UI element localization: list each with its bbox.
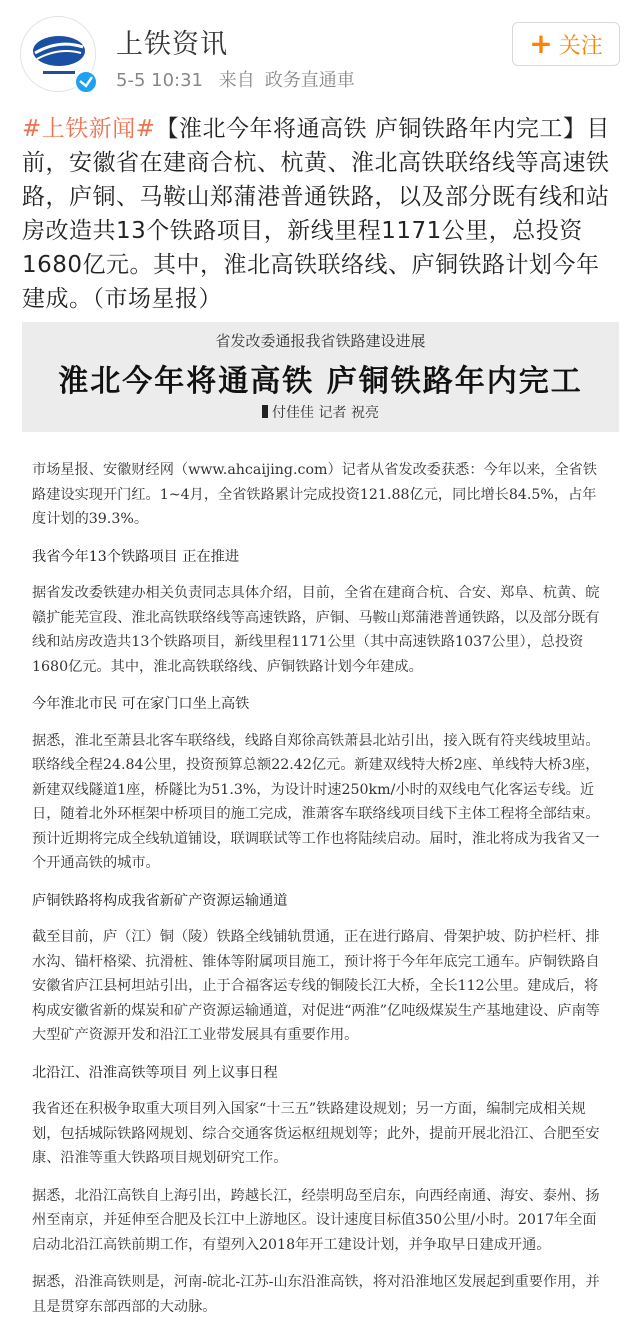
article-subheading: 北沿江、沿淮高铁等项目 列上议事日程 — [32, 1064, 278, 1081]
article-paragraph: 据悉，沿淮高铁则是，河南-皖北-江苏-山东沿淮高铁，将对沿淮地区发展起到重要作用，并且是贯穿东部西部的大动脉。 — [32, 1274, 600, 1315]
follow-button[interactable] — [512, 22, 620, 66]
account-name[interactable]: 上铁资讯 — [116, 29, 228, 60]
byline-reporter: 祝亮 — [350, 405, 379, 421]
article-header — [22, 322, 619, 432]
article-paragraph: 据悉，北沿江高铁自上海引出，跨越长江，经崇明岛至启东，向西经南通、海安、泰州、扬州至南京，并延伸至合肥及长江中上游地区。设计速度目标值350公里/小时。2017年全面启动北沿江高铁前期工作，有望列入2018年开工建设计划，并争取早日建成开通。 — [32, 1187, 600, 1253]
post-body: 【淮北今年将通高铁 庐铜铁路年内完工】目前，安徽省在建商合杭、杭黄、淮北高铁联络线等高速铁路，庐铜、马鞍山郑蒲港普通铁路，以及部分既有线和站房改造共13个铁路项目，新线里程1171公里，总投资1680亿元。其中，淮北高铁联络线、庐铜铁路计划今年建成。（市场星报） — [22, 116, 610, 312]
article-byline — [22, 402, 619, 422]
post-header — [0, 0, 640, 110]
article-paragraph: 据悉，淮北至萧县北客车联络线，线路自郑徐高铁萧县北站引出，接入既有符夹线坡里站。联络线全程24.84公里，投资预算总额22.42亿元。新建双线特大桥2座、单线特大桥3座，新建双线隧道1座，桥隧比为51.3%，为设计时速250km/小时的双线电气化客运专线。近日，随着北外环框架中桥项目的施工完成，淮萧客车联络线项目线下主体工程将全部结束。预计近期将完成全线轨道铺设，联调联试等工作也将陆续启动。届时，淮北将成为我省又一个开通高铁的城市。 — [32, 732, 600, 871]
post-meta — [116, 66, 365, 92]
article-subheading: 庐铜铁路将构成我省新矿产资源运输通道 — [32, 892, 288, 909]
article-body — [32, 458, 610, 1324]
verified-badge-icon — [74, 70, 98, 94]
source-prefix: 来自 — [218, 70, 255, 91]
article-paragraph: 我省还在积极争取重大项目列入国家“十三五”铁路建设规划；另一方面，编制完成相关规划，包括城际铁路网规划、综合交通客货运枢纽规划等；此外，提前开展北沿江、合肥至安康、沿淮等重大铁路项目规划研究工作。 — [32, 1101, 600, 1166]
follow-label: 关注 — [558, 33, 603, 59]
article-subheading: 今年淮北市民 可在家门口坐上高铁 — [32, 696, 250, 712]
plus-icon: + — [529, 27, 553, 60]
article-title: 淮北今年将通高铁 庐铜铁路年内完工 — [58, 364, 583, 399]
byline-author: 付佳佳 — [272, 405, 315, 421]
article-pre-title: 省发改委通报我省铁路建设进展 — [215, 332, 426, 350]
article-paragraph: 截至目前，庐（江）铜（陵）铁路全线铺轨贯通，正在进行路肩、骨架护坡、防护栏杆、排水沟、锚杆格梁、抗滑桩、锥体等附属项目施工，预计将于今年年底完工通车。庐铜铁路自安徽省庐江县柯坦站引出，止于合福客运专线的铜陵长江大桥，全长112公里。建成后，将构成安徽省新的煤炭和矿产资源运输通道，对促进“两淮”亿吨级煤炭生产基地建设、庐南等大型矿产资源开发和沿江工业带发展具有重要作用。 — [32, 929, 600, 1043]
hashtag-link[interactable]: #上铁新闻# — [22, 116, 156, 142]
byline-bar-icon — [262, 405, 268, 418]
post-source[interactable]: 政务直通車 — [264, 70, 355, 91]
article-subheading: 我省今年13个铁路项目 正在推进 — [32, 548, 240, 565]
post-text — [22, 112, 622, 316]
byline-role: 记者 — [318, 405, 347, 421]
post-time: 5-5 10:31 — [116, 70, 203, 91]
article-paragraph: 据省发改委铁建办相关负责同志具体介绍，目前，全省在建商合杭、合安、郑阜、杭黄、皖赣扩能芜宣段、淮北高铁联络线等高速铁路，庐铜、马鞍山郑蒲港普通铁路，以及部分既有线和站房改造共13个铁路项目，新线里程1171公里（其中高速铁路1037公里），总投资1680亿元。其中，淮北高铁联络线、庐铜铁路计划今年建成。 — [32, 585, 600, 675]
article-paragraph: 市场星报、安徽财经网（www.ahcaijing.com）记者从省发改委获悉：今年以来，全省铁路建设实现开门红。1~4月，全省铁路累计完成投资121.88亿元，同比增长84.5%，占年度计划的39.3%。 — [32, 462, 598, 527]
article-image[interactable] — [22, 322, 619, 1322]
